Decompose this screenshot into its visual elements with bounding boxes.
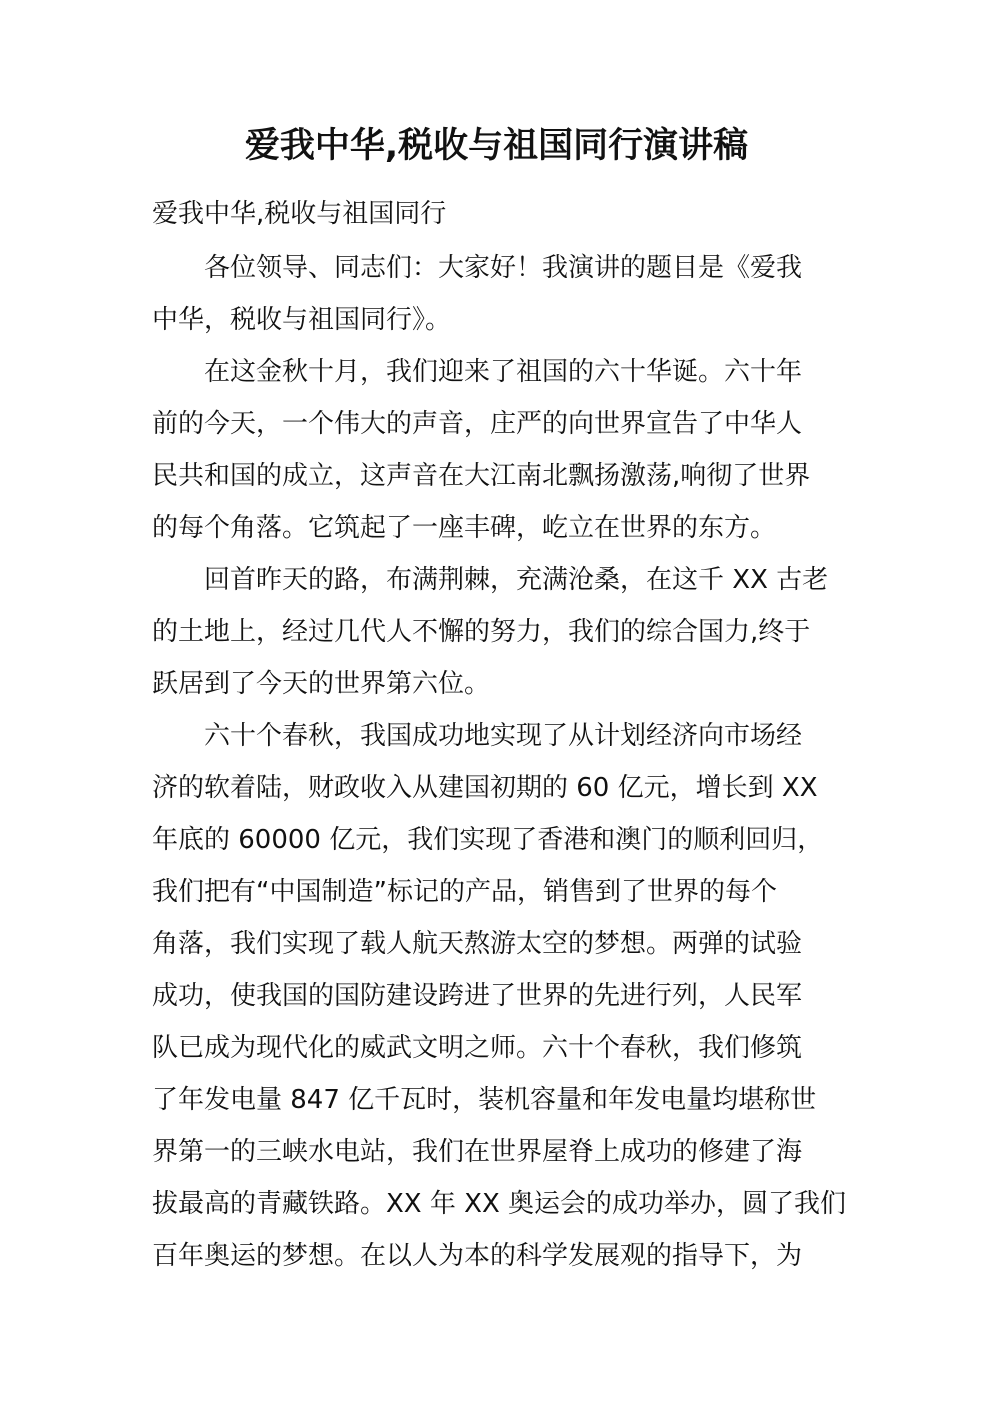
text-line: 前的今天，一个伟大的声音，庄严的向世界宣告了中华人 bbox=[152, 409, 803, 439]
text-line: 的土地上，经过几代人不懈的努力，我们的综合国力,终于 bbox=[152, 617, 811, 647]
text-line: 我们把有“中国制造”标记的产品，销售到了世界的每个 bbox=[152, 877, 777, 907]
text-line: 成功，使我国的国防建设跨进了世界的先进行列，人民军 bbox=[152, 981, 803, 1011]
document-subtitle: 爱我中华,税收与祖国同行 bbox=[152, 199, 447, 229]
text-line: 角落，我们实现了载人航天熬游太空的梦想。两弹的试验 bbox=[152, 929, 803, 959]
document-title: 爱我中华,税收与祖国同行演讲稿 bbox=[244, 126, 749, 166]
text-line: 跃居到了今天的世界第六位。 bbox=[152, 669, 491, 699]
text-line: 民共和国的成立，这声音在大江南北飘扬激荡,响彻了世界 bbox=[152, 461, 811, 491]
text-line: 在这金秋十月，我们迎来了祖国的六十华诞。六十年 bbox=[204, 357, 803, 387]
text-line: 百年奥运的梦想。在以人为本的科学发展观的指导下，为 bbox=[152, 1241, 803, 1271]
text-line: 中华，税收与祖国同行》。 bbox=[152, 305, 452, 335]
text-line: 了年发电量 847 亿千瓦时，装机容量和年发电量均堪称世 bbox=[152, 1085, 817, 1115]
text-line: 年底的 60000 亿元，我们实现了香港和澳门的顺利回归， bbox=[152, 825, 824, 855]
text-line: 界第一的三峡水电站，我们在世界屋脊上成功的修建了海 bbox=[152, 1137, 803, 1167]
text-line: 拔最高的青藏铁路。XX 年 XX 奥运会的成功举办，圆了我们 bbox=[152, 1189, 847, 1219]
text-line: 济的软着陆，财政收入从建国初期的 60 亿元，增长到 XX bbox=[152, 773, 818, 803]
text-line: 队已成为现代化的威武文明之师。六十个春秋，我们修筑 bbox=[152, 1033, 803, 1063]
text-line: 六十个春秋，我国成功地实现了从计划经济向市场经 bbox=[204, 721, 803, 751]
text-line: 的每个角落。它筑起了一座丰碑，屹立在世界的东方。 bbox=[152, 513, 777, 543]
text-line: 回首昨天的路，布满荆棘，充满沧桑，在这千 XX 古老 bbox=[204, 565, 829, 595]
text-line: 各位领导、同志们：大家好！我演讲的题目是《爱我 bbox=[204, 253, 803, 283]
